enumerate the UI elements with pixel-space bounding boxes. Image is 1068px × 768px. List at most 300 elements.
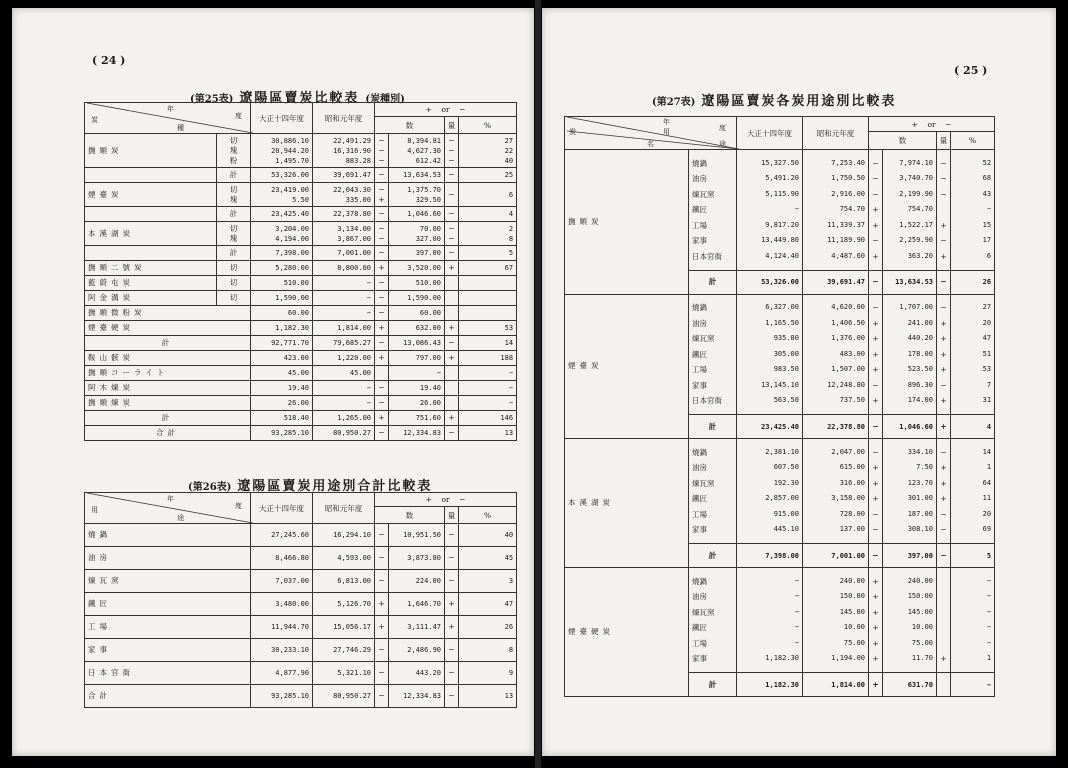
table-row — [85, 134, 517, 168]
row-subtype: 切 塊 — [217, 183, 251, 207]
total-sign: − — [869, 544, 883, 568]
table-row — [85, 222, 517, 246]
cell-sign: − — [375, 168, 389, 183]
header-type-label: 種 — [177, 124, 184, 132]
cell-y1: 19.40 — [251, 381, 313, 396]
row-name: 撫順微粉炭 — [85, 306, 251, 321]
use-list: 燒鍋 油房 煉瓦窯 鐵匠 工場 家事 — [689, 568, 737, 673]
cell-sign: − + — [375, 183, 389, 207]
total-sign: − — [869, 270, 883, 294]
cell-sign: + — [375, 411, 389, 426]
table-row — [85, 336, 517, 351]
header-pct: % — [459, 507, 517, 524]
cell-pct: 9 — [459, 662, 517, 685]
table27-title — [652, 90, 896, 109]
cell-y1: 8,466.80 — [251, 547, 313, 570]
cell-y1: 510.00 — [251, 276, 313, 291]
total-y1: 23,425.40 — [737, 415, 803, 439]
cell-qty: − — [389, 366, 445, 381]
cell-sign: + — [375, 593, 389, 616]
cell-sign: − — [375, 396, 389, 411]
total-y1: 53,326.00 — [737, 270, 803, 294]
row-name: 家事 — [85, 639, 251, 662]
table-row — [85, 381, 517, 396]
cell-y1: 23,425.40 — [251, 207, 313, 222]
header-y2: 昭和元年度 — [313, 493, 375, 524]
cell-qty: 8,394.81 4,627.30 612.42 — [389, 134, 445, 168]
cell-pct: 52 68 43 − 15 17 6 — [951, 150, 995, 271]
cell-pct: 25 — [459, 168, 517, 183]
total-y2: 22,378.80 — [803, 415, 869, 439]
cell-sign: − — [375, 685, 389, 708]
cell-pct: − — [459, 366, 517, 381]
cell-y1: 30,233.10 — [251, 639, 313, 662]
cell-y1: 92,771.70 — [251, 336, 313, 351]
total-y1: 1,182.30 — [737, 673, 803, 697]
cell-pct-sign: + — [445, 411, 459, 426]
cell-y2: 8,800.00 — [313, 261, 375, 276]
table-row — [85, 351, 517, 366]
cell-sign: + — [375, 616, 389, 639]
header-diff: + or − — [375, 493, 517, 507]
row-subtype: 切 塊 粉 — [217, 134, 251, 168]
cell-y1: 7,398.00 — [251, 246, 313, 261]
cell-qty: 26.00 — [389, 396, 445, 411]
total-label: 計 — [689, 270, 737, 294]
table-row — [85, 183, 517, 207]
cell-pct-sign: + — [937, 568, 951, 673]
group-name: 撫順炭 — [565, 150, 689, 295]
cell-qty: 632.00 — [389, 321, 445, 336]
cell-y2: 79,685.27 — [313, 336, 375, 351]
header-count: 数 — [375, 117, 445, 134]
cell-y1: 3,204.00 4,194.00 — [251, 222, 313, 246]
cell-pct: 5 — [459, 246, 517, 261]
table-row — [85, 261, 517, 276]
use-list: 燒鍋 油房 煉瓦窯 鐵匠 工場 家事 日本官衙 — [689, 150, 737, 271]
table-number: (第27表) — [652, 97, 696, 108]
cell-qty: 60.00 — [389, 306, 445, 321]
header-pct: % — [951, 132, 995, 150]
cell-y2: 1,265.00 — [313, 411, 375, 426]
header-year-label: 年 — [167, 495, 174, 503]
table-row — [85, 524, 517, 547]
cell-y2: 22,378.80 — [313, 207, 375, 222]
row-name: 鐵匠 — [85, 593, 251, 616]
row-name: 阿金溝炭 — [85, 291, 217, 306]
table-row — [85, 547, 517, 570]
cell-y1: 7,037.00 — [251, 570, 313, 593]
header-pct: % — [459, 117, 517, 134]
cell-qty: 1,375.70 329.50 — [389, 183, 445, 207]
cell-y1: 3,480.00 — [251, 593, 313, 616]
table-row — [85, 168, 517, 183]
header-y2: 昭和元年度 — [803, 117, 869, 150]
cell-qty: 19.40 — [389, 381, 445, 396]
row-name: 燒鍋 — [85, 524, 251, 547]
cell-y2: 80,950.27 — [313, 426, 375, 441]
page-number: ( 24 ) — [92, 54, 126, 67]
row-subtype: 切 — [217, 261, 251, 276]
cell-pct: 13 — [459, 426, 517, 441]
cell-y1: 2,381.10 607.50 192.30 2,857.00 915.00 445.10 — [737, 439, 803, 544]
table-row — [85, 291, 517, 306]
table-row — [85, 246, 517, 261]
cell-y2: 7,253.40 1,750.50 2,916.00 754.70 11,339.37 11,189.90 4,487.60 — [803, 150, 869, 271]
table-25 — [84, 102, 517, 441]
cell-y2: 240.00 150.00 145.00 10.00 75.00 1,194.00 — [803, 568, 869, 673]
group-name: 本溪湖炭 — [565, 439, 689, 568]
cell-y1: 23,419.00 5.50 — [251, 183, 313, 207]
cell-pct-sign: + — [445, 351, 459, 366]
cell-sign: − — [375, 246, 389, 261]
total-y2: 1,814.00 — [803, 673, 869, 697]
cell-y1: − − − − − 1,182.30 — [737, 568, 803, 673]
cell-pct: 27 22 40 — [459, 134, 517, 168]
cell-pct-sign — [445, 366, 459, 381]
header-year-label: 年 — [167, 105, 174, 113]
row-subtype: 計 — [217, 168, 251, 183]
header-use-label: 用 — [91, 506, 98, 514]
cell-y1: 53,326.00 — [251, 168, 313, 183]
row-name: 煙臺炭 — [85, 183, 217, 207]
cell-pct-sign: − — [445, 336, 459, 351]
row-subtype: 切 — [217, 291, 251, 306]
cell-qty: 3,873.80 — [389, 547, 445, 570]
cell-pct-sign: − — [445, 547, 459, 570]
cell-pct: 2 8 — [459, 222, 517, 246]
header-year-label: 年 — [663, 118, 670, 126]
use-list: 燒鍋 油房 煉瓦窯 鐵匠 工場 家事 — [689, 439, 737, 544]
row-name: 撫順コーライト — [85, 366, 251, 381]
total-pct-sign: + — [937, 415, 951, 439]
table-corner-header — [85, 493, 251, 524]
cell-qty: 3,111.47 — [389, 616, 445, 639]
right-page — [542, 8, 1056, 756]
table-corner-header — [85, 103, 251, 134]
cell-y1: 93,285.10 — [251, 685, 313, 708]
cell-pct: 47 — [459, 593, 517, 616]
cell-pct: 8 — [459, 639, 517, 662]
cell-sign: − — [375, 547, 389, 570]
cell-y2: 4,620.00 1,406.50 1,376.00 483.00 1,507.00 12,248.80 737.50 — [803, 294, 869, 415]
row-name: 本溪湖炭 — [85, 222, 217, 246]
cell-sign: − — [375, 524, 389, 547]
cell-qty: 7,974.10 3,740.70 2,199.90 754.70 1,522.17 2,259.90 363.20 — [883, 150, 937, 271]
group-row — [565, 439, 995, 544]
table-row — [85, 616, 517, 639]
cell-y1: 26.00 — [251, 396, 313, 411]
cell-qty: 751.60 — [389, 411, 445, 426]
cell-y2: 15,056.17 — [313, 616, 375, 639]
cell-sign: − − − — [375, 134, 389, 168]
cell-y1: 1,590.00 — [251, 291, 313, 306]
cell-sign: − — [375, 291, 389, 306]
header-count: 数 — [869, 132, 937, 150]
row-name: 撫順煉炭 — [85, 396, 251, 411]
row-name: 煉瓦窯 — [85, 570, 251, 593]
cell-qty: 3,520.00 — [389, 261, 445, 276]
table-subtitle: (炭種別) — [365, 94, 405, 105]
header-qty: 量 — [445, 117, 459, 134]
cell-pct-sign: − + + + − − — [937, 439, 951, 544]
cell-qty: 13,634.53 — [389, 168, 445, 183]
row-name — [85, 168, 217, 183]
cell-pct: − — [459, 396, 517, 411]
cell-y1: 6,327.00 1,165.50 935.80 305.00 983.50 13,145.10 563.50 — [737, 294, 803, 415]
table-title-text: 遼陽區賣炭用途別合計比較表 — [237, 479, 433, 494]
cell-qty: 10,951.50 — [389, 524, 445, 547]
cell-pct-sign: − − − — [445, 134, 459, 168]
cell-sign: − + + + + − + — [869, 294, 883, 415]
header-do-label: 度 — [235, 502, 242, 510]
cell-sign: − — [375, 426, 389, 441]
cell-y2: 1,220.00 — [313, 351, 375, 366]
group-row — [565, 294, 995, 415]
cell-qty: 13,086.43 — [389, 336, 445, 351]
table-row — [85, 570, 517, 593]
total-pct: 4 — [951, 415, 995, 439]
cell-sign: − — [375, 639, 389, 662]
cell-y1: 27,245.60 — [251, 524, 313, 547]
table-number: (第26表) — [188, 482, 232, 493]
cell-pct-sign: − — [445, 168, 459, 183]
cell-pct: − − − − − 1 — [951, 568, 995, 673]
cell-pct-sign: − — [445, 524, 459, 547]
cell-pct: 146 — [459, 411, 517, 426]
total-y2: 7,001.00 — [803, 544, 869, 568]
row-name: 計 — [85, 336, 251, 351]
cell-pct-sign — [445, 381, 459, 396]
row-name: 日本官衙 — [85, 662, 251, 685]
table-26 — [84, 492, 517, 708]
cell-y2: 4,593.00 — [313, 547, 375, 570]
cell-y1: 60.00 — [251, 306, 313, 321]
table-row — [85, 306, 517, 321]
table-row — [85, 276, 517, 291]
header-name-label: 名 — [647, 140, 654, 148]
total-qty: 13,634.53 — [883, 270, 937, 294]
cell-sign — [375, 366, 389, 381]
cell-y1: 30,886.10 20,944.20 1,495.70 — [251, 134, 313, 168]
cell-qty: 12,334.83 — [389, 426, 445, 441]
cell-pct — [459, 276, 517, 291]
cell-pct-sign: − — [445, 426, 459, 441]
cell-pct-sign — [445, 306, 459, 321]
cell-pct-sign: − — [445, 570, 459, 593]
header-y1: 大正十四年度 — [251, 493, 313, 524]
cell-pct: 53 — [459, 321, 517, 336]
total-label: 計 — [689, 544, 737, 568]
total-label: 計 — [689, 415, 737, 439]
table-row — [85, 396, 517, 411]
cell-qty: 1,590.00 — [389, 291, 445, 306]
cell-sign: − — [375, 207, 389, 222]
table-row — [85, 207, 517, 222]
row-name: 撫順炭 — [85, 134, 217, 168]
total-qty: 1,046.60 — [883, 415, 937, 439]
cell-y1: 11,944.70 — [251, 616, 313, 639]
header-diff: + or − — [375, 103, 517, 117]
row-name — [85, 207, 217, 222]
cell-pct: 6 — [459, 183, 517, 207]
page-number: ( 25 ) — [954, 64, 988, 77]
cell-y1: 1,182.30 — [251, 321, 313, 336]
cell-sign: − — [375, 570, 389, 593]
cell-pct: 4 — [459, 207, 517, 222]
cell-pct-sign: − — [445, 639, 459, 662]
header-y2: 昭和元年度 — [313, 103, 375, 134]
row-name: 撫順二號炭 — [85, 261, 217, 276]
table-row — [85, 685, 517, 708]
cell-pct: 3 — [459, 570, 517, 593]
cell-pct: 14 — [459, 336, 517, 351]
table-row — [85, 426, 517, 441]
row-name: 計 — [85, 411, 251, 426]
cell-pct-sign: + — [445, 616, 459, 639]
row-name — [85, 246, 217, 261]
cell-qty: 70.00 327.00 — [389, 222, 445, 246]
cell-sign: − − − + + − + — [869, 150, 883, 271]
cell-pct-sign — [445, 396, 459, 411]
row-name: 合計 — [85, 685, 251, 708]
table-corner-header — [565, 117, 737, 150]
table-row — [85, 593, 517, 616]
cell-qty: 510.00 — [389, 276, 445, 291]
header-count: 数 — [375, 507, 445, 524]
cell-sign: + — [375, 261, 389, 276]
left-page — [12, 8, 534, 756]
row-name: 工場 — [85, 616, 251, 639]
cell-y2: 7,001.00 — [313, 246, 375, 261]
cell-pct — [459, 291, 517, 306]
cell-pct: 13 — [459, 685, 517, 708]
cell-pct — [459, 306, 517, 321]
header-coal-label: 炭 — [569, 128, 576, 136]
cell-pct: 67 — [459, 261, 517, 276]
cell-pct-sign: − — [445, 685, 459, 708]
cell-y2: − — [313, 291, 375, 306]
cell-y2: − — [313, 381, 375, 396]
total-y2: 39,691.47 — [803, 270, 869, 294]
cell-y2: 45.00 — [313, 366, 375, 381]
header-coal-label: 炭 — [91, 116, 98, 124]
cell-pct: 188 — [459, 351, 517, 366]
table-row — [85, 321, 517, 336]
cell-y1: 5,280.00 — [251, 261, 313, 276]
cell-sign: − — [375, 276, 389, 291]
row-name: 合計 — [85, 426, 251, 441]
cell-y2: 27,746.29 — [313, 639, 375, 662]
cell-pct-sign: + — [445, 321, 459, 336]
header-do-label: 度 — [235, 112, 242, 120]
total-sign: − — [869, 415, 883, 439]
cell-y2: − — [313, 306, 375, 321]
cell-y2: 6,813.00 — [313, 570, 375, 593]
cell-qty: 1,707.00 241.00 440.20 178.00 523.50 896.30 174.00 — [883, 294, 937, 415]
cell-pct: 40 — [459, 524, 517, 547]
header-purpose-label: 途 — [719, 140, 726, 148]
table-title-text: 遼陽區賣炭各炭用途別比較表 — [701, 94, 897, 109]
header-purpose-label: 途 — [177, 514, 184, 522]
total-pct-sign: − — [937, 544, 951, 568]
row-name: 阿木煉炭 — [85, 381, 251, 396]
cell-pct-sign: − — [445, 662, 459, 685]
cell-sign: + — [375, 321, 389, 336]
table-row — [85, 411, 517, 426]
total-y1: 7,398.00 — [737, 544, 803, 568]
row-subtype: 計 — [217, 246, 251, 261]
group-name: 煙臺硬炭 — [565, 568, 689, 697]
cell-qty: 397.00 — [389, 246, 445, 261]
total-pct: 5 — [951, 544, 995, 568]
header-do-label: 度 — [719, 124, 726, 132]
cell-pct: 14 1 64 11 20 69 — [951, 439, 995, 544]
cell-sign: − — [375, 306, 389, 321]
cell-qty: 224.00 — [389, 570, 445, 593]
cell-pct-sign: − — [445, 246, 459, 261]
row-subtype: 切 — [217, 276, 251, 291]
cell-pct: − — [459, 381, 517, 396]
cell-qty: 443.20 — [389, 662, 445, 685]
table-title-text: 遼陽區賣炭比較表 — [239, 91, 360, 106]
table-row — [85, 639, 517, 662]
group-row — [565, 150, 995, 271]
cell-y1: 4,877.90 — [251, 662, 313, 685]
cell-sign: + — [375, 351, 389, 366]
header-diff: + or − — [869, 117, 995, 132]
total-pct-sign — [937, 673, 951, 697]
table-number: (第25表) — [190, 94, 234, 105]
book-spine — [535, 0, 541, 768]
cell-y2: 5,126.70 — [313, 593, 375, 616]
cell-y2: 39,691.47 — [313, 168, 375, 183]
cell-qty: 1,046.60 — [389, 207, 445, 222]
row-name: 藍蔚屯炭 — [85, 276, 217, 291]
cell-qty: 797.00 — [389, 351, 445, 366]
total-qty: 631.70 — [883, 673, 937, 697]
row-name: 油房 — [85, 547, 251, 570]
total-qty: 397.00 — [883, 544, 937, 568]
row-name: 煙臺硬炭 — [85, 321, 251, 336]
cell-y2: 22,043.30 335.00 — [313, 183, 375, 207]
header-qty: 量 — [445, 507, 459, 524]
group-name: 煙臺炭 — [565, 294, 689, 439]
cell-sign: + + + + + + — [869, 568, 883, 673]
table-27 — [564, 116, 995, 697]
cell-y2: 1,814.00 — [313, 321, 375, 336]
cell-pct-sign: − — [445, 207, 459, 222]
cell-y1: 15,327.50 5,491.20 5,115.90 − 9,817.20 13,449.80 4,124.40 — [737, 150, 803, 271]
cell-y1: 518.40 — [251, 411, 313, 426]
cell-pct: 26 — [459, 616, 517, 639]
cell-pct-sign — [445, 291, 459, 306]
cell-sign: − + + + − − — [869, 439, 883, 544]
cell-y1: 423.00 — [251, 351, 313, 366]
total-sign: + — [869, 673, 883, 697]
total-pct: 26 — [951, 270, 995, 294]
table-row — [85, 366, 517, 381]
cell-qty: 334.10 7.50 123.70 301.00 187.00 308.10 — [883, 439, 937, 544]
cell-pct-sign: + — [445, 593, 459, 616]
cell-y2: 2,047.00 615.00 316.00 3,158.00 728.00 137.00 — [803, 439, 869, 544]
total-label: 計 — [689, 673, 737, 697]
cell-y2: 22,491.29 16,316.90 883.28 — [313, 134, 375, 168]
cell-qty: 2,486.90 — [389, 639, 445, 662]
row-subtype: 計 — [217, 207, 251, 222]
cell-y1: 45.00 — [251, 366, 313, 381]
table-row — [85, 662, 517, 685]
